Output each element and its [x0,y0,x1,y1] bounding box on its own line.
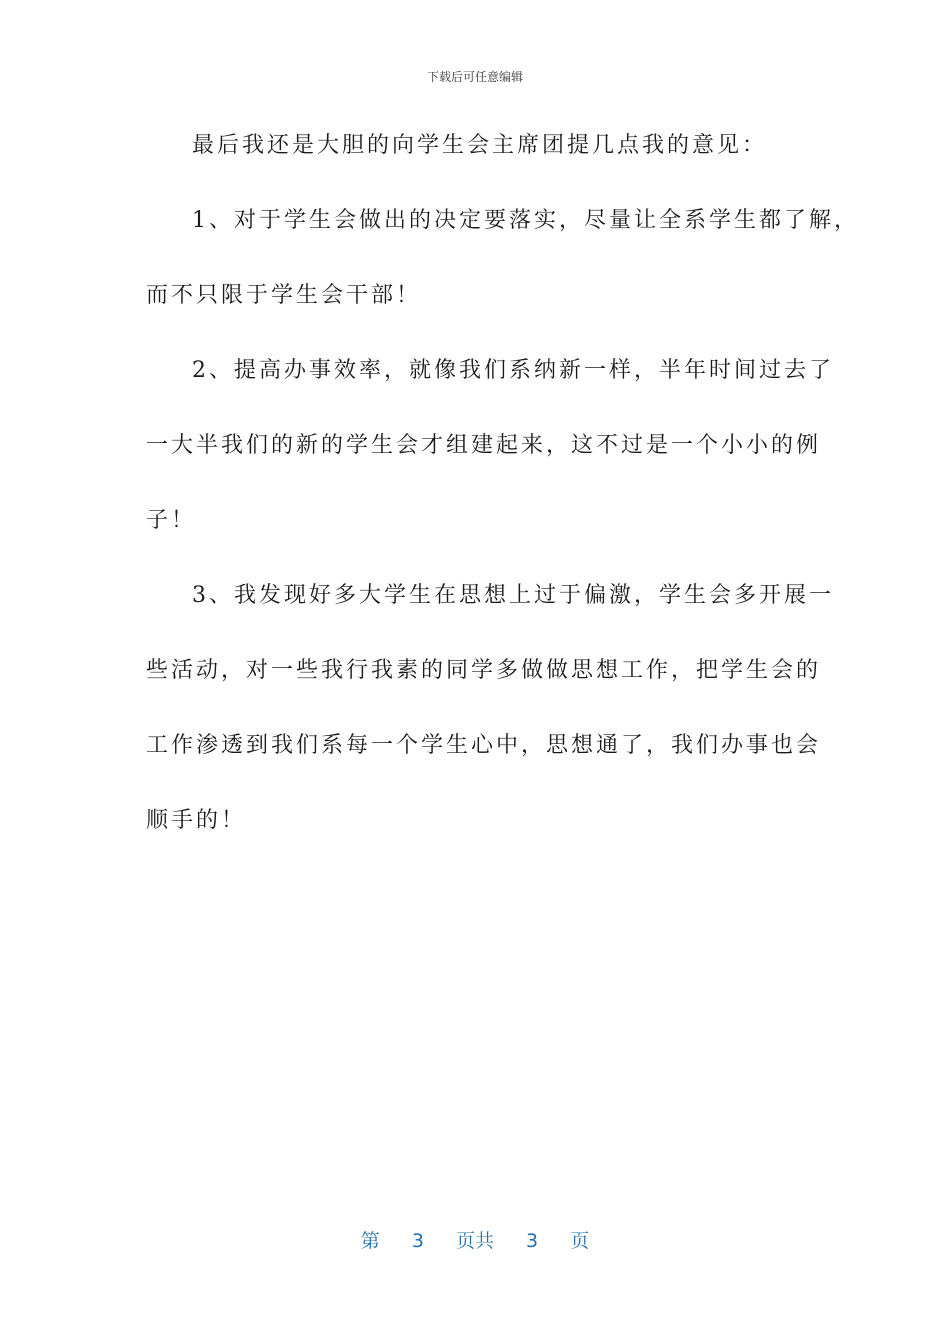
page-middle: 页共 [455,1230,494,1252]
document-body [146,116,859,866]
header-note: 下载后可任意编辑 [426,70,523,84]
paragraph-line: 3、我发现好多大学生在思想上过于偏激，学生会多开展一 [192,583,834,608]
paragraph-line: 一大半我们的新的学生会才组建起来，这不过是一个小小的例 [146,433,822,458]
paragraph-line: 2、提高办事效率，就像我们系纳新一样，半年时间过去了 [192,358,834,383]
page-suffix: 页 [570,1230,590,1252]
total-pages: 3 [526,1230,539,1252]
page-prefix: 第 [360,1230,380,1252]
page-number-footer [0,1226,950,1253]
paragraph-line: 顺手的！ [146,808,247,833]
paragraph-line: 最后我还是大胆的向学生会主席团提几点我的意见： [192,133,768,158]
paragraph-line: 子！ [146,508,197,533]
current-page: 3 [411,1230,424,1252]
paragraph-line: 工作渗透到我们系每一个学生心中，思想通了，我们办事也会 [146,733,822,758]
paragraph-line: 些活动，对一些我行我素的同学多做做思想工作，把学生会的 [146,658,822,683]
paragraph-line: 1、对于学生会做出的决定要落实，尽量让全系学生都了解， [192,208,859,233]
paragraph-line: 而不只限于学生会干部！ [146,283,422,308]
